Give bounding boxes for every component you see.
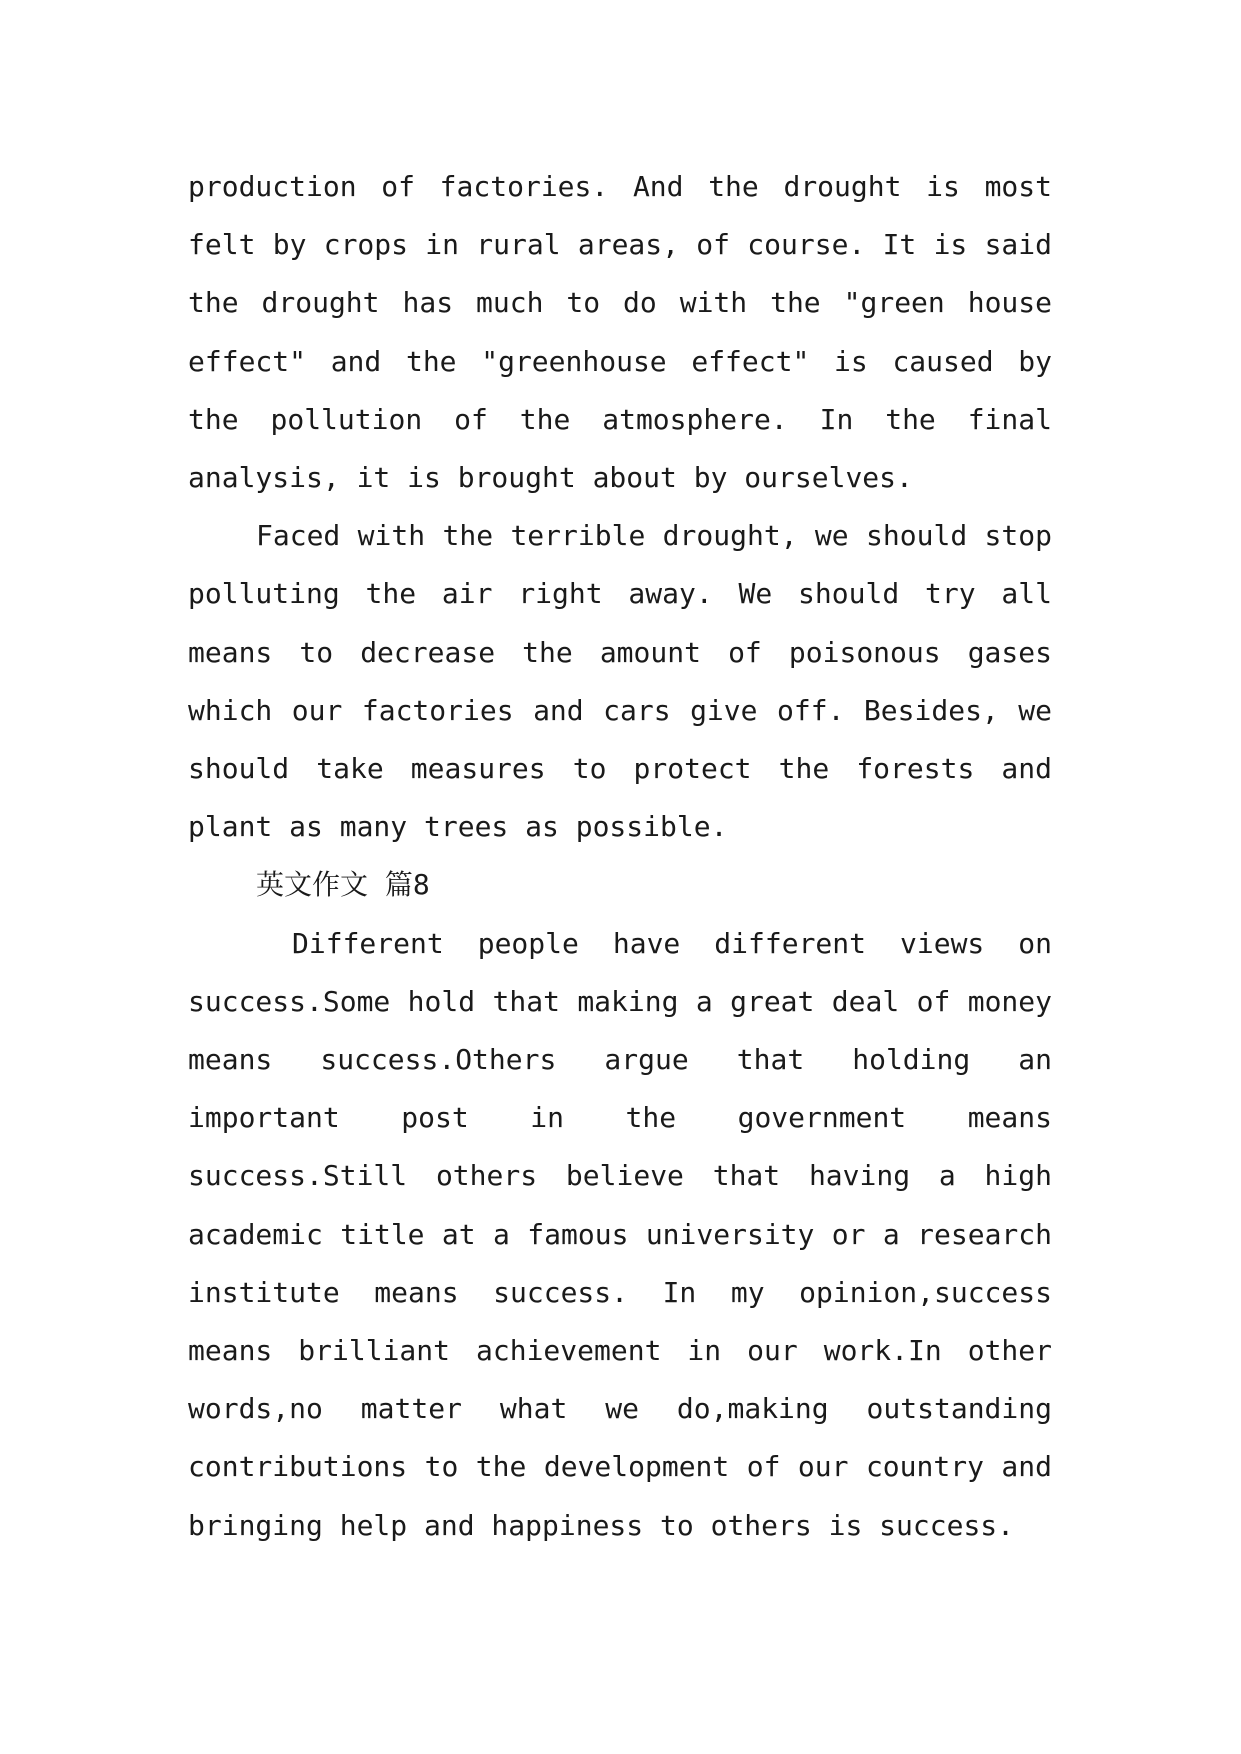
section-heading: 英文作文 篇8 (256, 868, 430, 902)
document-body (188, 158, 1052, 1555)
paragraph-continuation: production of factories. And the drought is most felt by crops in rural areas, of course. It is said the drought has much to do with the "green house effect" and the "greenhouse effect" is caused by the pollution of the atmosphere. In the final analysis, it is brought about by ourselves. (188, 170, 1052, 495)
paragraph-success-essay: Different people have different views on success.Some hold that making a great deal of money means success.Others argue that holding an important post in the government means success.Still others believe that having a high academic title at a famous university or a research institute means success. In my opinion,success means brilliant achievement in our work.In other words,no matter what we do,making outstanding contributions to the development of our country and bringing help and happiness to others is success. (188, 926, 1052, 1542)
paragraph-drought-solution: Faced with the terrible drought, we should stop polluting the air right away. We should try all means to decrease the amount of poisonous gases which our factories and cars give off. Besides, we should take measures to protect the forests and plant as many trees as possible. (188, 519, 1052, 844)
